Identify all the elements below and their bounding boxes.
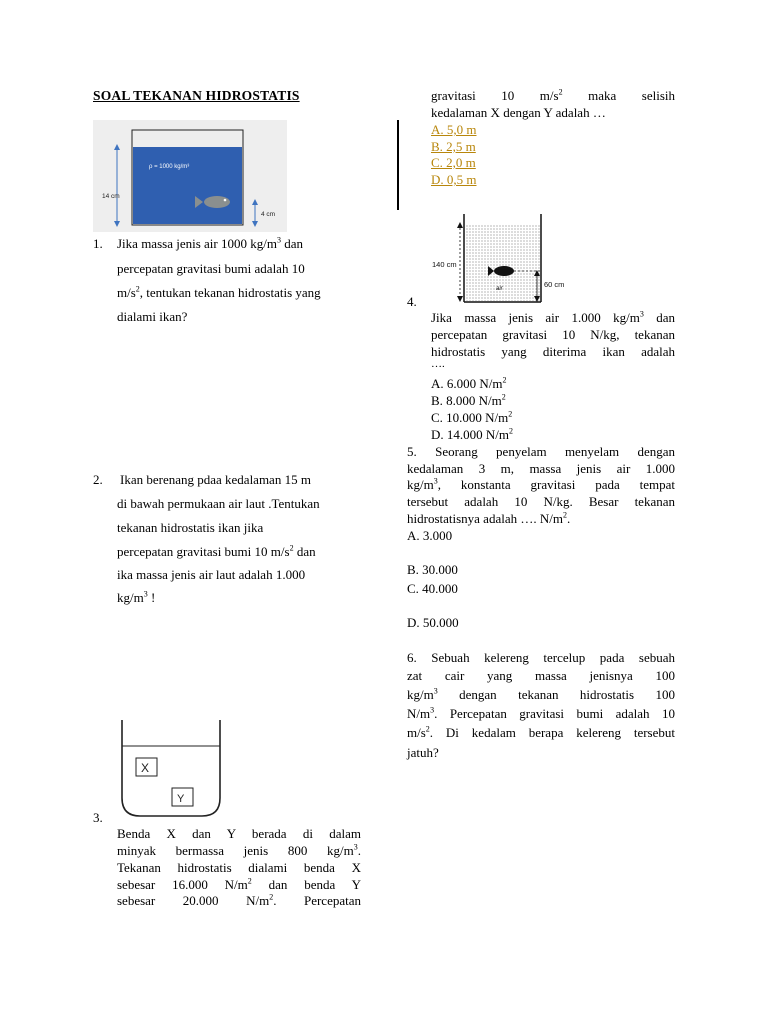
q5-option-b: B. 30.000 [407,562,458,577]
q3-line4: sebesar 16.000 $N/m^2$ dan benda Y [117,876,362,892]
q1-line2: percepatan gravitasi bumi adalah 10 [117,261,305,276]
q4-number: 4. [407,294,417,309]
q4-line4: …. [431,358,445,370]
density-label: ρ = 1000 kg/m³ [149,164,190,170]
q1-line4: dialami ikan? [117,309,188,324]
q6-line4: $N/m^3$. Percepatan gravitasi bumi adalah 10 [407,705,675,721]
container-figure-3 [115,718,227,820]
q4-option-b: B. 8.000 $N/m^2$ [431,392,506,408]
q2-line6: $kg/m^3$ ! [117,589,156,605]
water-label: air [496,286,503,292]
q5-option-c: C. 40.000 [407,581,458,596]
q1-line3: $m/s^2$, tentukan tekanan hidrostatis yang [117,284,321,300]
q3-cont-line2: kedalaman X dengan Y adalah … [431,105,606,120]
q2-line4: percepatan gravitasi bumi 10 $m/s^2$ dan [117,543,316,559]
q5-line1: 5. Seorang penyelam menyelam dengan [407,444,675,459]
q6-line2: zat cair yang massa jenisnya 100 [407,668,675,683]
q4-line2: percepatan gravitasi 10 N/kg, tekanan [431,327,675,342]
q6-line5: $m/s^2$. Di kedalam berapa kelereng tersebut [407,724,675,740]
q5-line3: $kg/m^3$, konstanta gravitasi pada tempat [407,476,675,492]
object-y-label: Y [177,793,185,805]
depth-label: 4 cm [261,211,276,218]
q6-line3: $kg/m^3$ dengan tekanan hidrostatis 100 [407,686,675,702]
q5-option-a: A. 3.000 [407,528,453,543]
q2-line3: tekanan hidrostatis ikan jika [117,520,264,535]
q3-line2: minyak bermassa jenis 800 $kg/m^3$. [117,842,361,858]
q2-number: 2. [93,472,103,487]
q3-number: 3. [93,810,103,825]
q6-line6: jatuh? [407,745,439,760]
q3-option-d: D. 0,5 m [431,172,477,187]
q4-line3: hidrostatis yang diterima ikan adalah [431,344,675,359]
q2-line5: ika massa jenis air laut adalah 1.000 [117,567,306,582]
margin-line [397,120,399,210]
q3-option-b: B. 2,5 m [431,139,476,154]
height-label: 14 cm [102,193,120,200]
q2-line1: Ikan berenang pdaa kedalaman 15 m [120,472,311,487]
q3-option-c: C. 2,0 m [431,155,476,170]
height-label: 140 cm [432,260,457,269]
q3-option-a: A. 5,0 m [431,122,477,137]
tank-figure-4 [430,210,580,306]
q3-line3: Tekanan hidrostatis dialami benda X [117,860,361,875]
depth-label: 60 cm [544,280,565,289]
q5-line2: kedalaman 3 m, massa jenis air 1.000 [407,461,675,476]
q6-line1: 6. Sebuah kelereng tercelup pada sebuah [407,650,675,665]
q4-option-c: C. 10.000 $N/m^2$ [431,409,513,425]
q5-option-d: D. 50.000 [407,615,459,630]
q3-line5: sebesar 20.000 $N/m^2$. Percepatan [117,892,361,908]
q4-line1: Jika massa jenis air 1.000 $kg/m^3$ dan [431,309,675,325]
q1-number: 1. [93,236,103,251]
q3-cont-line1: gravitasi 10 $m/s^2$ maka selisih [431,87,675,103]
q1-line1: Jika massa jenis air 1000 $kg/m^3$ dan [117,235,303,251]
q5-line5: hidrostatisnya adalah …. $N/m^2$. [407,510,571,526]
tank-figure-1 [93,120,287,232]
q5-line4: tersebut adalah 10 N/kg. Besar tekanan [407,494,675,509]
q4-option-d: D. 14.000 $N/m^2$ [431,426,513,442]
q4-option-a: A. 6.000 $N/m^2$ [431,375,507,391]
q2-line2: di bawah permukaan air laut .Tentukan [117,496,320,511]
q3-line1: Benda X dan Y berada di dalam [117,826,361,841]
object-x-label: X [141,761,150,775]
page-title: SOAL TEKANAN HIDROSTATIS [93,88,300,103]
